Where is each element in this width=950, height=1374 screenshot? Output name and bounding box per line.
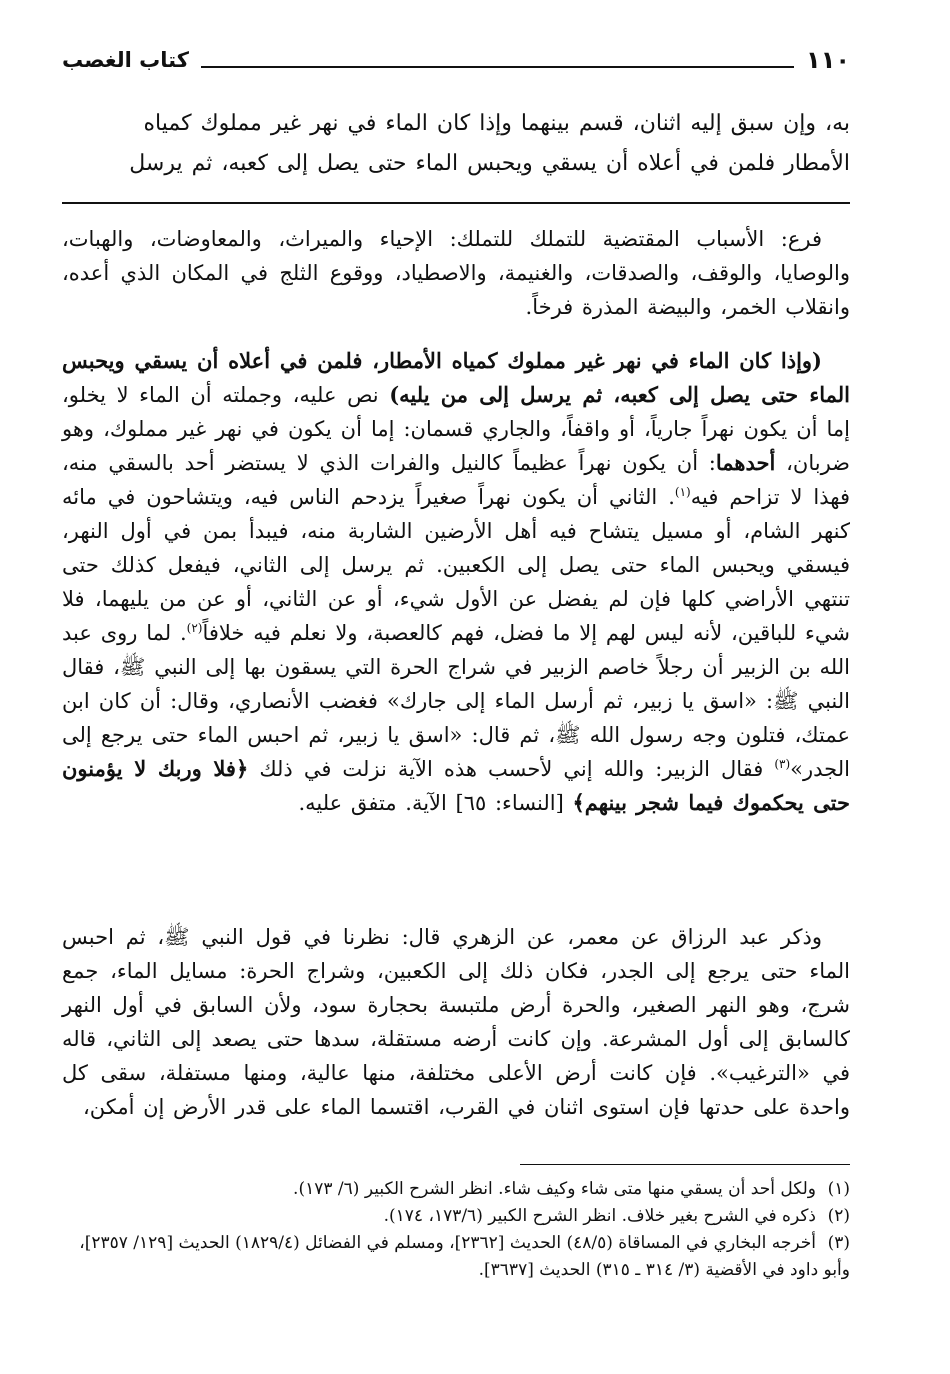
- footnote-text: ذكره في الشرح بغير خلاف. انظر الشرح الكبير (١٧٣/٦، ١٧٤).: [383, 1206, 816, 1226]
- main-text-line: الأمطار فلمن في أعلاه أن يسقي ويحبس الماء حتى يصل إلى كعبه، ثم يرسل: [129, 151, 850, 176]
- commentary-term: أحدهما: [715, 450, 776, 475]
- footnote-divider: [520, 1164, 850, 1165]
- commentary-text: : أن يكون نهراً عظيماً كالنيل والفرات الذي لا يستضر أحد بالسقي منه، فهذا لا تزاحم فيه: [62, 451, 851, 509]
- main-text-top: [62, 104, 850, 184]
- commentary-text: [النساء: ٦٥] الآية. متفق عليه.: [298, 791, 573, 815]
- far3-paragraph: فرع: الأسباب المقتضية للتملك للتملك: الإحياء والميراث، والمعاوضات، والهبات، والوصايا، والوقف، والصدقات، والغنيمة، والاصطياد، ووقوع الثلج في المكان الذي أعده، وانقلاب الخمر، والبيضة المذرة فرخاً.: [62, 227, 850, 319]
- page-number: ١١٠: [806, 46, 850, 74]
- footnote-ref-2[interactable]: (٢): [186, 621, 203, 635]
- footnote-2: [62, 1203, 850, 1230]
- zuhri-paragraph-block: [62, 920, 850, 1124]
- footnote-text: ولكل أحد أن يسقي منها متى شاء وكيف شاء. انظر الشرح الكبير (٦/ ١٧٣).: [293, 1179, 816, 1199]
- footnote-ref-1[interactable]: (١): [674, 485, 691, 499]
- commentary-paragraph: [62, 344, 850, 820]
- footnote-number: (١): [827, 1179, 850, 1199]
- footnotes: [62, 1176, 850, 1284]
- commentary-text: فقال الزبير: والله إني لأحسب هذه الآية نزلت في ذلك: [248, 757, 775, 781]
- zuhri-paragraph: وذكر عبد الرزاق عن معمر، عن الزهري قال: نظرنا في قول النبي ﷺ، ثم احبس الماء حتى يرجع إلى الجدر، فكان ذلك إلى الكعبين، وشراج الحرة: مسايل الماء، جمع شرج، وهو النهر الصغير، والحرة أرض ملتبسة بحجارة سود، ولأن السابق في أول النهر كالسابق إلى أول المشرعة. وإن كانت أرضه مستقلة، سدها حتى يصعد إلى الثاني، قاله في «الترغيب». فإن كانت أرض الأعلى مختلفة، منها عالية، ومنها مستفلة، سقى كل واحدة على حدتها فإن استوى اثنان في القرب، اقتسما الماء على قدر الأرض إن أمكن،: [62, 925, 850, 1119]
- commentary-text: . الثاني أن يكون نهراً صغيراً يزدحم الناس فيه، ويتشاحون في مائه كنهر الشام، أو مسيل يتشاح فيه أهل الأرضين الشاربة منه، فيبدأ بمن في أول النهر، فيسقي ويحبس الماء حتى يصل إلى الكعبين. ثم يرسل إلى الثاني، فيفعل كذلك حتى تنتهي الأراضي كلها فإن لم يفضل عن الأول شيء، أو عن الثاني، أو عن من يليهما، فلا شيء للباقين، لأنه ليس لهم إلا ما فضل، فهم كالعصبة، ولا نعلم فيه خلافاً: [62, 485, 850, 645]
- footnote-text: أخرجه البخاري في المساقاة (٤٨/٥) الحديث [٢٣٦٢]، ومسلم في الفضائل (١٨٢٩/٤) الحديث [١٢٩/ ٢٣٥٧]، وأبو داود في الأقضية (٣/ ٣١٤ ـ ٣١٥) الحديث [٣٦٣٧].: [79, 1233, 850, 1280]
- section-divider: [62, 202, 850, 204]
- footnote-number: (٣): [827, 1233, 850, 1253]
- header-rule: [201, 66, 794, 68]
- page: [62, 0, 850, 1374]
- commentary-text: . لما روى عبد الله بن الزبير أن رجلاً خاصم الزبير في شراج الحرة التي يسقون بها إلى النبي ﷺ، فقال النبي ﷺ: «اسق يا زبير، ثم أرسل الماء إلى جارك» فغضب الأنصاري، وقال: أن كان ابن عمتك، فتلون وجه رسول الله ﷺ، ثم قال: «اسق يا زبير، ثم احبس الماء حتى يرجع إلى الجدر»: [62, 621, 850, 781]
- far3-paragraph-block: [62, 222, 850, 324]
- commentary-block: [62, 344, 850, 820]
- book-title: كتاب الغصب: [62, 48, 189, 72]
- footnote-ref-3[interactable]: (٣): [774, 757, 791, 771]
- quran-verse: ﴿فلا وربك لا يؤمنون حتى يحكموك فيما شجر بينهم﴾: [62, 756, 850, 815]
- main-text-line: به، وإن سبق إليه اثنان، قسم بينهما وإذا كان الماء في نهر غير مملوك كمياه: [143, 111, 850, 136]
- page-header: [62, 44, 850, 76]
- footnote-1: [62, 1176, 850, 1203]
- commentary-text: نص عليه، وجملته أن الماء لا يخلو، إما أن يكون نهراً جارياً، أو واقفاً، والجاري قسمان: إما أن يكون في نهر غير مملوك، وهو ضربان،: [62, 383, 850, 475]
- matn-text: (وإذا كان الماء في نهر غير مملوك كمياه الأمطار، فلمن في أعلاه أن يسقي ويحبس الماء حتى يصل إلى كعبه، ثم يرسل إلى من يليه): [62, 348, 850, 407]
- footnote-3: [62, 1230, 850, 1284]
- footnote-number: (٢): [827, 1206, 850, 1226]
